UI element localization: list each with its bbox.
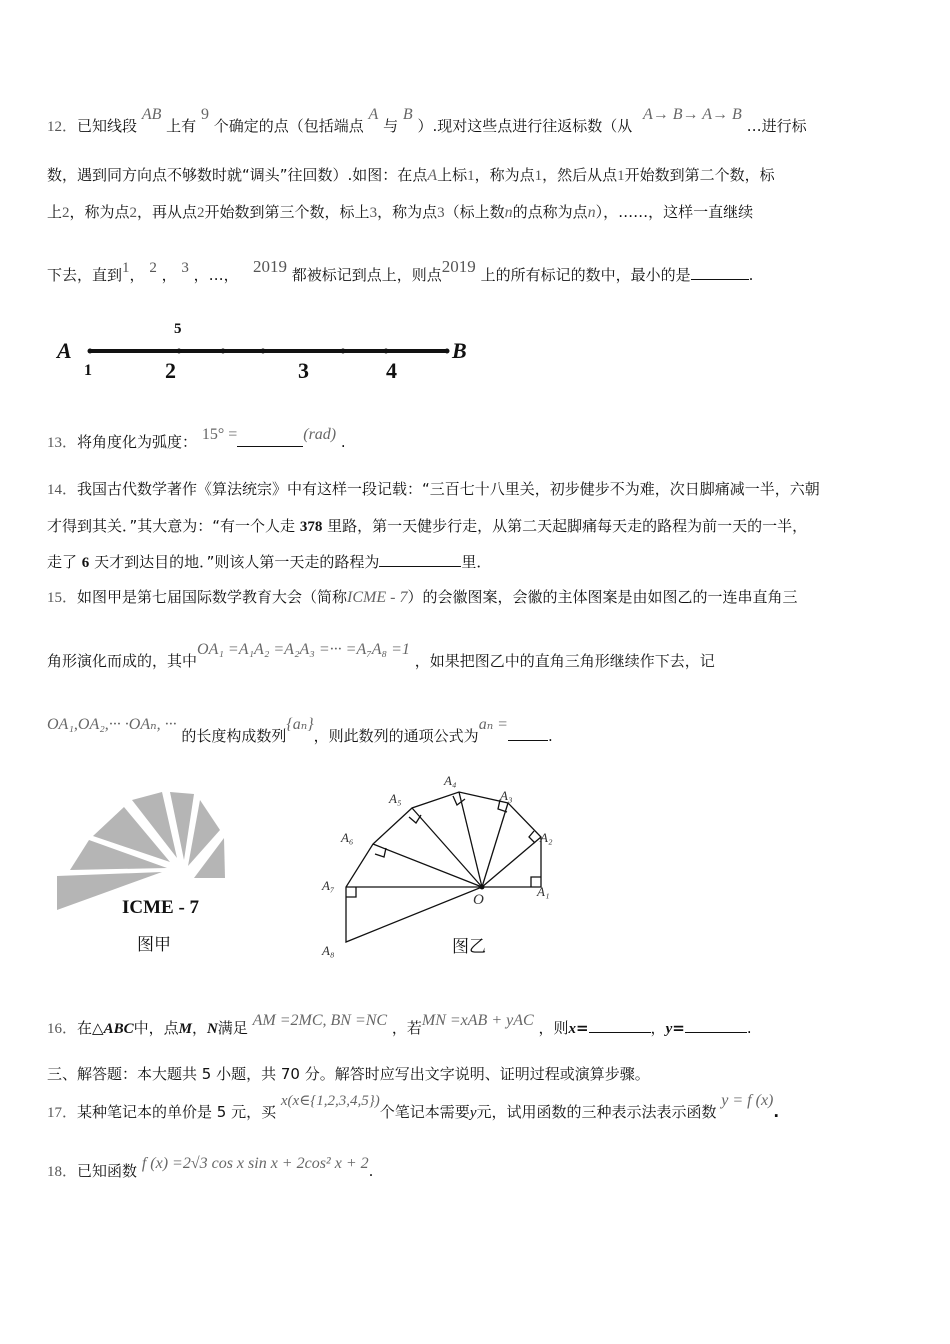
math-rad: (rad) — [303, 426, 337, 443]
text: . — [773, 1103, 780, 1121]
math-AB: AB — [141, 106, 162, 123]
text: . — [547, 727, 553, 745]
label-A7: A₇ — [322, 878, 335, 893]
math-function-f: f (x) =2√3 cos x sin x + 2cos² x + 2 — [141, 1155, 369, 1172]
math-y: y — [469, 1105, 477, 1121]
question-number: 15． — [47, 590, 78, 606]
text: 上的所有标记的数中，最小的是 — [480, 266, 691, 284]
question-number: 14． — [47, 482, 78, 498]
segment-ab-figure — [55, 318, 475, 388]
text: 下去，直到 — [47, 266, 123, 284]
text: ，称为点 — [69, 203, 130, 221]
q16-line — [47, 1012, 752, 1039]
math-B: B — [402, 106, 413, 123]
label-A3: A₃ — [500, 788, 513, 803]
text: 走了 — [47, 553, 78, 571]
math-A: A — [427, 167, 438, 184]
icme7-logo-figure — [52, 790, 237, 910]
point-label-A: A — [57, 338, 72, 363]
mark-5: 5 — [174, 321, 182, 337]
question-number: 12． — [47, 119, 78, 135]
answer-blank[interactable] — [691, 265, 749, 280]
text: 里路，第一天健步行走，从第二天起脚痛每天走的路程为前一天的一半， — [327, 517, 808, 535]
math-3: 3 — [369, 205, 378, 221]
text: ，称为点 — [474, 166, 535, 184]
text: ，然后从点 — [542, 166, 618, 184]
math-1: 1 — [617, 168, 625, 184]
answer-blank[interactable] — [237, 432, 303, 447]
math-1: 1 — [534, 168, 543, 184]
math-oa-sequence: OA₁,OA₂,··· ·OAₙ, ··· — [47, 716, 177, 733]
text: ，…， — [193, 266, 239, 284]
math-icme7: ICME - 7 — [347, 589, 408, 606]
label-A4: A₄ — [444, 773, 457, 788]
math-an-set: {aₙ} — [286, 716, 314, 733]
math-y-equals-fx: y = f (x) — [721, 1092, 774, 1109]
math-N: N — [206, 1021, 218, 1037]
answer-blank-y[interactable] — [685, 1018, 747, 1033]
math-15-degrees: 15° = — [201, 426, 238, 443]
mark-4: 4 — [386, 358, 397, 383]
text: 天才到达目的地．”则该人第一天走的路程为 — [94, 553, 380, 571]
text: ，则 — [538, 1019, 569, 1037]
text: = — [672, 1019, 685, 1037]
q12-line4 — [47, 257, 754, 286]
text: 数，遇到同方向点不够数时就“调头”往回数）.如图：在点 — [47, 166, 428, 184]
text: 都被标记到点上，则点 — [291, 266, 442, 284]
text: 已知线段 — [77, 117, 138, 135]
text: 在△ — [77, 1019, 104, 1037]
text: 上标 — [437, 166, 468, 184]
q13-line — [47, 426, 346, 453]
math-x-domain: x(x∈{1,2,3,4,5}) — [280, 1093, 380, 1109]
text: ，如果把图乙中的直角三角形继续作下去，记 — [414, 652, 715, 670]
text: ， — [129, 266, 145, 284]
text: 才得到其关．”其大意为：“有一个人走 — [47, 517, 296, 535]
text: ， — [161, 266, 177, 284]
text: 满足 — [217, 1019, 248, 1037]
text: （标上数 — [444, 203, 505, 221]
text: ，称为点 — [377, 203, 438, 221]
math-ABC: ABC — [103, 1021, 134, 1037]
q14-line3 — [47, 552, 491, 573]
text: 将角度化为弧度： — [77, 433, 198, 451]
math-equal-lengths: OA₁ =A₁A₂ =A₂A₃ =··· =A₇A₈ =1 — [197, 641, 410, 658]
q15-line1 — [47, 587, 797, 608]
question-number: 16． — [47, 1021, 78, 1037]
text: 里． — [461, 553, 492, 571]
text: …进行标 — [746, 117, 807, 135]
answer-blank[interactable] — [379, 552, 461, 567]
text: ， — [650, 1019, 666, 1037]
q18-line — [47, 1155, 374, 1182]
q14-line2 — [47, 516, 807, 537]
math-an: aₙ = — [478, 716, 508, 733]
math-A: A — [368, 106, 379, 123]
icme7-logo-text: ICME - 7 — [122, 897, 200, 918]
text: . — [748, 266, 754, 284]
text: ）的会徽图案，会徽的主体图案是由如图乙的一连串直角三 — [407, 588, 798, 606]
math-2: 2 — [62, 205, 70, 221]
text: 与 — [383, 117, 399, 135]
question-number: 17． — [47, 1105, 78, 1121]
number-378: 378 — [299, 519, 323, 535]
q15-line3 — [47, 716, 553, 747]
question-number: 18． — [47, 1164, 78, 1180]
text: ，若 — [391, 1019, 422, 1037]
text: 的长度构成数列 — [181, 727, 287, 745]
question-number: 13． — [47, 435, 78, 451]
text: 个确定的点（包括端点 — [213, 117, 364, 135]
math-2: 2 — [129, 205, 138, 221]
math-2019: 2019 — [441, 257, 476, 276]
text: 上有 — [166, 117, 197, 135]
math-9: 9 — [200, 106, 209, 123]
q14-line1 — [47, 479, 820, 500]
math-2019: 2019 — [253, 257, 287, 276]
q12-line2 — [47, 165, 775, 186]
math-2: 2 — [149, 260, 157, 276]
mark-2: 2 — [165, 358, 176, 383]
math-M: M — [178, 1021, 192, 1037]
text: ）.现对这些点进行往返标数（从 — [417, 117, 633, 135]
math-1: 1 — [122, 260, 130, 276]
text: ，则此数列的通项公式为 — [313, 727, 479, 745]
text: 角形演化而成的，其中 — [47, 652, 198, 670]
text: = — [575, 1019, 589, 1037]
text: 元，试用函数的三种表示法表示函数 — [476, 1103, 717, 1121]
figure-caption-yi: 图乙 — [452, 937, 486, 957]
text: 如图甲是第七届国际数学教育大会（简称 — [77, 588, 348, 606]
text: 个笔记本需要 — [379, 1103, 470, 1121]
label-A8: A₈ — [322, 943, 335, 958]
text: . — [368, 1162, 374, 1180]
answer-blank[interactable] — [508, 726, 548, 741]
label-A5: A₅ — [389, 791, 402, 806]
label-A6: A₆ — [341, 830, 354, 845]
answer-blank-x[interactable] — [589, 1018, 651, 1033]
math-sequence: A→ B→ A→ B — [643, 106, 742, 123]
math-3: 3 — [181, 260, 189, 276]
text: 开始数到第三个数，标上 — [204, 203, 370, 221]
text: 开始数到第二个数，标 — [624, 166, 775, 184]
text: 已知函数 — [77, 1162, 138, 1180]
q12-line1 — [47, 106, 807, 137]
math-x: x — [568, 1021, 576, 1037]
math-3: 3 — [437, 205, 445, 221]
q15-line2 — [47, 641, 715, 672]
figure-caption-jia: 图甲 — [137, 935, 171, 955]
text: ），……，这样一直继续 — [595, 203, 754, 221]
text: 中，点 — [133, 1019, 179, 1037]
math-condition: AM =2MC, BN =NC — [252, 1012, 388, 1029]
text: 上 — [47, 203, 63, 221]
text: 三、解答题：本大题共 5 小题，共 70 分。解答时应写出文字说明、证明过程或演算步骤。 — [47, 1065, 650, 1083]
math-MN-decomposition: MN =xAB + yAC — [421, 1012, 534, 1029]
math-1: 1 — [467, 168, 475, 184]
text: ， — [191, 1019, 207, 1037]
section3-header — [47, 1064, 650, 1084]
text: 的点称为点 — [512, 203, 588, 221]
point-label-B: B — [452, 338, 467, 363]
spiral-triangles-figure — [315, 770, 565, 970]
label-A1: A₁ — [537, 884, 550, 899]
text: 某种笔记本的单价是 5 元，买 — [77, 1103, 277, 1121]
label-O: O — [473, 892, 484, 908]
text: ，再从点 — [137, 203, 198, 221]
text: 我国古代数学著作《算法统宗》中有这样一段记载：“三百七十八里关，初步健步不为难，次日脚痛减一半，六朝 — [77, 480, 820, 498]
text: . — [340, 433, 346, 451]
math-y: y — [665, 1021, 673, 1037]
mark-3: 3 — [298, 358, 309, 383]
number-6: 6 — [81, 555, 90, 571]
label-A2: A₂ — [540, 830, 553, 845]
math-n: n — [504, 204, 513, 221]
q17-line — [47, 1092, 780, 1123]
q12-line3 — [47, 202, 753, 223]
math-n: n — [587, 204, 596, 221]
text: . — [746, 1019, 752, 1037]
mark-1: 1 — [84, 362, 92, 379]
math-2: 2 — [197, 205, 205, 221]
